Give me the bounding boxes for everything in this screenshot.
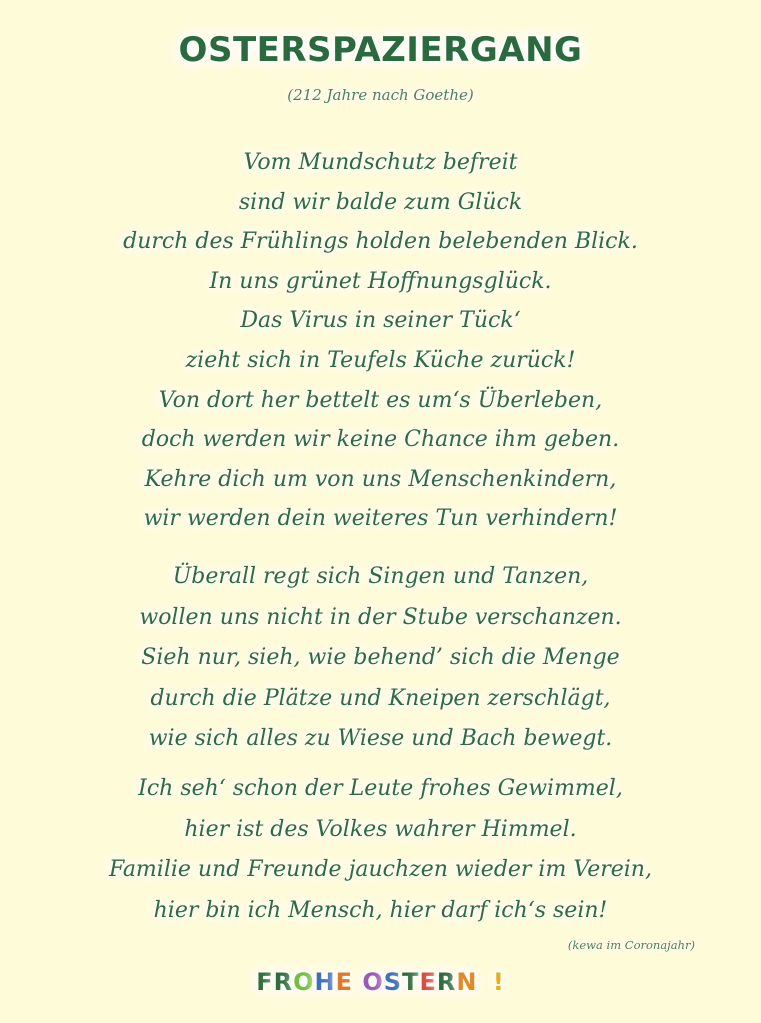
greeting-letter: T [402,968,420,996]
poem-line: durch die Plätze und Kneipen zerschlägt, [150,685,611,711]
poem-line: doch werden wir keine Chance ihm geben. [141,427,620,453]
author-signature: (kewa im Coronajahr) [567,938,695,952]
poem-title: OSTERSPAZIERGANG [178,30,583,70]
poem-line: In uns grünet Hoffnungsglück. [209,268,552,294]
poem-line: sind wir balde zum Glück [238,189,523,215]
stanza-1 [0,143,761,539]
greeting-letter: N [456,968,478,996]
poem-line: wir werden dein weiteres Tun verhindern! [143,506,618,532]
greeting-letter [353,968,362,996]
greeting-letter: F [256,968,274,996]
poem-line: Kehre dich um von uns Menschenkindern, [144,466,617,492]
stanza-3 [0,769,761,931]
stanza-2 [0,557,761,760]
poem-line: wie sich alles zu Wiese und Bach bewegt. [148,726,613,751]
greeting-letter: R [273,968,294,996]
poem-line: zieht sich in Teufels Küche zurück! [185,347,576,373]
greeting-letter: E [419,968,437,996]
greeting-letter: O [362,968,384,996]
poem-line: wollen uns nicht in der Stube verschanzen. [139,604,622,630]
poem-line: durch des Frühlings holden belebenden Blick. [123,229,638,255]
poem-line: Ich seh‘ schon der Leute frohes Gewimmel, [138,776,623,801]
poem-line: Das Virus in seiner Tück‘ [240,308,521,334]
poem-line: hier bin ich Mensch, hier darf ich‘s sein! [153,897,608,923]
poem-line: Familie und Freunde jauchzen wieder im Verein, [109,857,652,882]
poem-line: Vom Mundschutz befreit [243,150,518,175]
easter-greeting [0,968,761,996]
greeting-letter: E [335,968,354,996]
poem-subtitle: (212 Jahre nach Goethe) [287,86,474,104]
poem-line: hier ist des Volkes wahrer Himmel. [184,816,577,842]
greeting-letter: S [383,968,403,996]
greeting-letter: H [314,968,336,996]
poem-line: Sieh nur, sieh, wie behend’ sich die Menge [141,645,620,670]
greeting-letter [477,968,486,996]
poem-line: Von dort her bettelt es um‘s Überleben, [158,387,603,413]
greeting-letter: ! [492,968,505,996]
greeting-letter: O [293,968,315,996]
poem-line: Überall regt sich Singen und Tanzen, [172,564,589,589]
greeting-letter: R [436,968,457,996]
